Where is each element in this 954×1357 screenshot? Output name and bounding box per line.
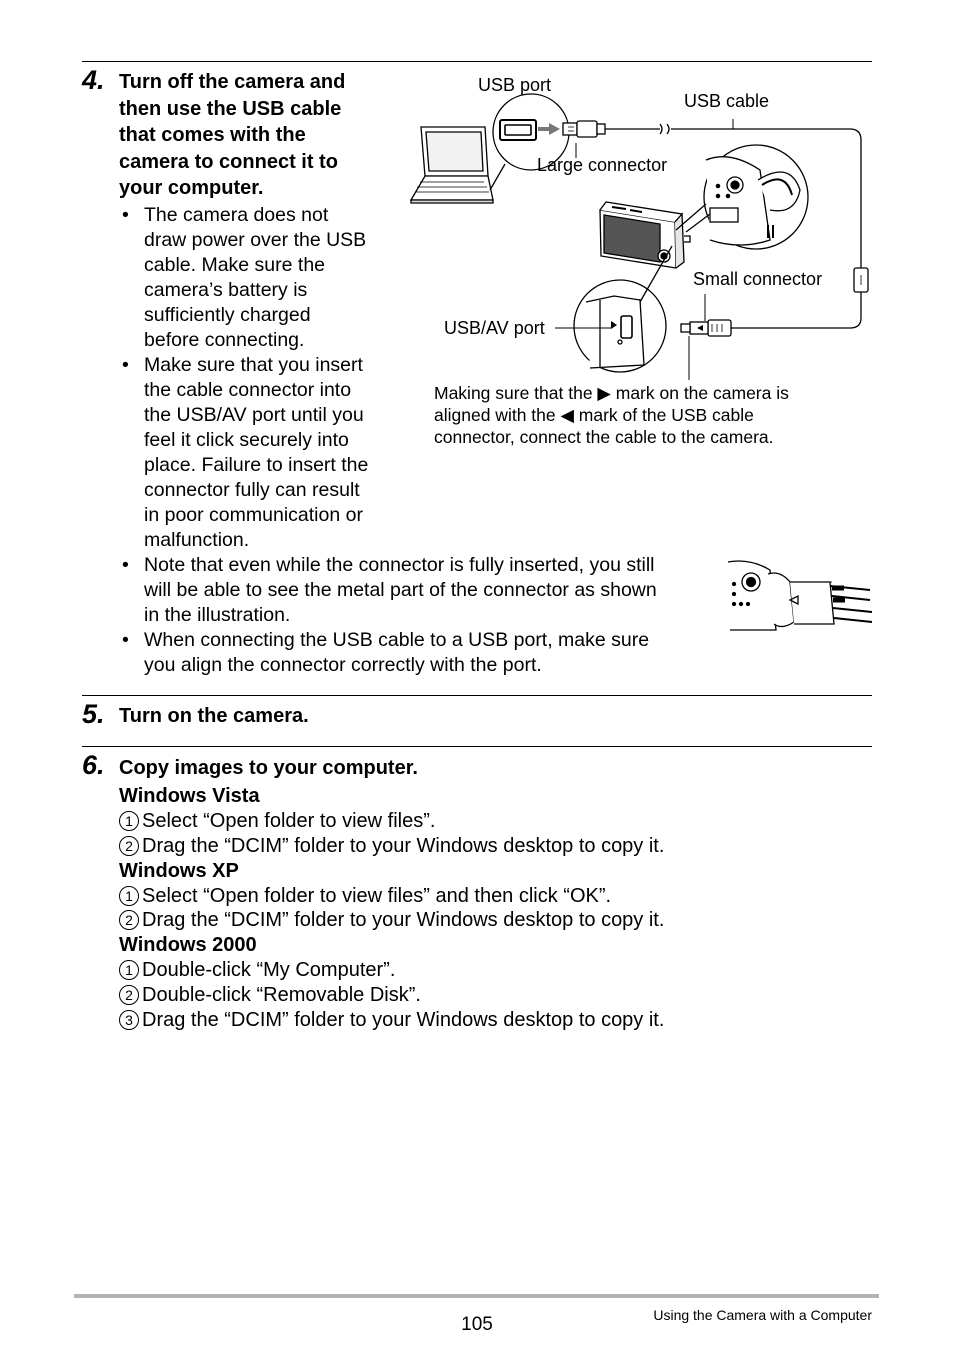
circled-number-3: 3 [119,1010,139,1030]
vista-step-1: 1 Select “Open folder to view files”. [119,809,435,834]
w2000-step-1: 1 Double-click “My Computer”. [119,958,395,983]
circled-number-1: 1 [119,886,139,906]
circled-number-1: 1 [119,960,139,980]
label-usb-av-port: USB/AV port [444,318,545,338]
windows-2000-heading: Windows 2000 [119,934,257,956]
step-4-title: Turn off the camera and then use the USB cable that comes with the camera to connect it to your computer. [119,71,346,199]
connector-inserted-illustration [720,552,880,642]
footer-rule [74,1294,879,1298]
w2000-step-2: 2 Double-click “Removable Disk”. [119,983,421,1008]
xp-step-1: 1 Select “Open folder to view files” and then click “OK”. [119,884,611,909]
step-5-number: 5. [82,699,105,729]
circled-number-2: 2 [119,910,139,930]
bullet-2-text: Make sure that you insert the cable connector into the USB/AV port until you feel it click securely into place. Failure to insert the connector fully can result in poor communication or malfunction. [144,354,369,551]
label-small-connector: Small connector [693,269,823,289]
small-connector [681,320,731,336]
section-title: Using the Camera with a Computer [653,1307,872,1323]
windows-xp-heading: Windows XP [119,860,239,882]
laptop-illustration [411,127,493,203]
step-5-rule [82,695,872,696]
label-usb-cable: USB cable [684,91,770,111]
bullet-1-text: The camera does not draw power over the USB cable. Make sure the camera’s battery is sufficiently charged before connecting. [144,204,367,351]
step-6-title: Copy images to your computer. [119,757,418,779]
page-number: 105 [461,1314,493,1335]
xp-step-2: 2 Drag the “DCIM” folder to your Windows desktop to copy it. [119,908,664,933]
camera-illustration [600,202,690,268]
step-4-number: 4. [82,65,105,95]
w2000-step-3: 3 Drag the “DCIM” folder to your Windows desktop to copy it. [119,1008,664,1033]
label-large-connector: Large connector [537,155,668,175]
circled-number-2: 2 [119,985,139,1005]
camera-side-magnifier [676,145,808,249]
circled-number-1: 1 [119,811,139,831]
step-6-number: 6. [82,750,105,780]
diagram-caption-line-2: aligned with the ◀ mark of the USB cable [434,405,754,425]
label-usb-port: USB port [478,75,552,95]
vista-step-2: 2 Drag the “DCIM” folder to your Windows desktop to copy it. [119,834,664,859]
bullet-4-text: When connecting the USB cable to a USB port, make sure you align the connector correctly with the port. [144,629,650,676]
step-5-title: Turn on the camera. [119,705,309,727]
circled-number-2: 2 [119,836,139,856]
step-6-rule [82,746,872,747]
bullet-3-text: Note that even while the connector is fully inserted, you still will be able to see the metal part of the connector as shown in the illustration. [144,554,657,626]
windows-vista-heading: Windows Vista [119,785,260,807]
diagram-caption-line-1: Making sure that the ▶ mark on the camera is [434,383,789,403]
diagram-caption-line-3: connector, connect the cable to the camera. [434,427,774,447]
